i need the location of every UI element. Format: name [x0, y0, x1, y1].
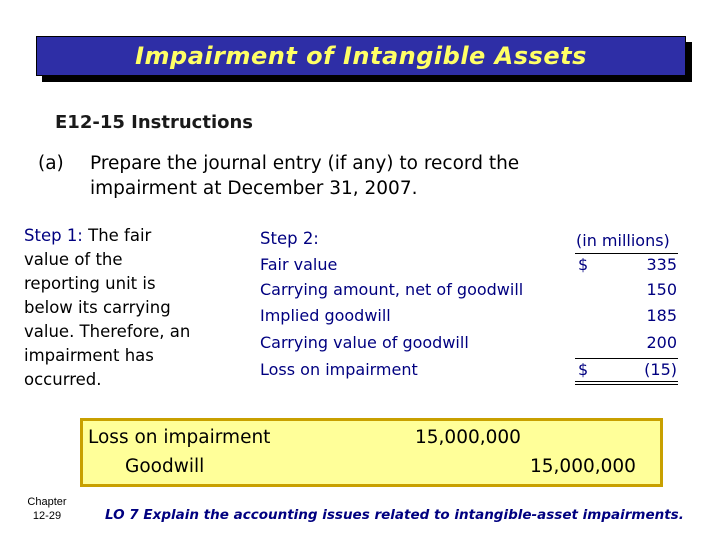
row-label-carrying-goodwill: Carrying value of goodwill — [260, 333, 469, 352]
credit-amount: 15,000,000 — [530, 456, 636, 477]
step-1-line-6: impairment has — [24, 346, 154, 365]
step-1-line-4: below its carrying — [24, 298, 171, 317]
row-label-implied-goodwill: Implied goodwill — [260, 306, 391, 325]
row-dollar-fair-value: $ — [578, 255, 589, 274]
instruction-text — [38, 151, 638, 201]
credit-account: Goodwill — [125, 456, 205, 477]
subtotal-rule — [575, 358, 678, 359]
step-2-label: Step 2: — [260, 229, 319, 248]
chapter-indicator — [22, 495, 72, 523]
step-1-line-5: value. Therefore, an — [24, 322, 191, 341]
chapter-label: Chapter — [27, 496, 67, 508]
row-amount-loss: (15) — [644, 360, 677, 379]
row-label-fair-value: Fair value — [260, 255, 338, 274]
units-label: (in millions) — [576, 231, 670, 250]
instruction-line-2: impairment at December 31, 2007. — [90, 178, 418, 199]
step-1-line-2: value of the — [24, 250, 123, 269]
debit-amount: 15,000,000 — [415, 427, 521, 448]
total-double-rule-bottom — [575, 384, 678, 385]
exercise-label: Instructions — [131, 112, 254, 133]
exercise-id: E12-15 — [55, 112, 125, 133]
step-1-explanation — [24, 224, 234, 392]
row-label-loss: Loss on impairment — [260, 360, 418, 379]
total-double-rule-top — [575, 381, 678, 382]
step-1-line-1: The fair — [88, 226, 152, 245]
row-dollar-loss: $ — [578, 360, 589, 379]
step-1-line-7: occurred. — [24, 370, 102, 389]
step-1-label: Step 1: — [24, 226, 83, 245]
units-underline — [575, 253, 678, 254]
row-amount-implied-goodwill: 185 — [646, 306, 677, 325]
exercise-heading — [55, 112, 253, 133]
debit-account: Loss on impairment — [88, 427, 271, 448]
row-amount-carrying-goodwill: 200 — [646, 333, 677, 352]
row-amount-carrying-amount: 150 — [646, 280, 677, 299]
page-title: Impairment of Intangible Assets — [135, 42, 587, 70]
learning-objective: LO 7 Explain the accounting issues related to intangible-asset impairments. — [105, 507, 684, 523]
title-banner — [36, 36, 686, 76]
instruction-line-1: Prepare the journal entry (if any) to record the — [90, 153, 520, 174]
row-amount-fair-value: 335 — [646, 255, 677, 274]
step-2-calculation — [247, 220, 687, 385]
journal-entry-box — [80, 418, 663, 487]
step-1-line-3: reporting unit is — [24, 274, 156, 293]
row-label-carrying-amount: Carrying amount, net of goodwill — [260, 280, 524, 299]
instruction-marker: (a) — [38, 153, 64, 174]
chapter-page: 12-29 — [32, 510, 62, 522]
